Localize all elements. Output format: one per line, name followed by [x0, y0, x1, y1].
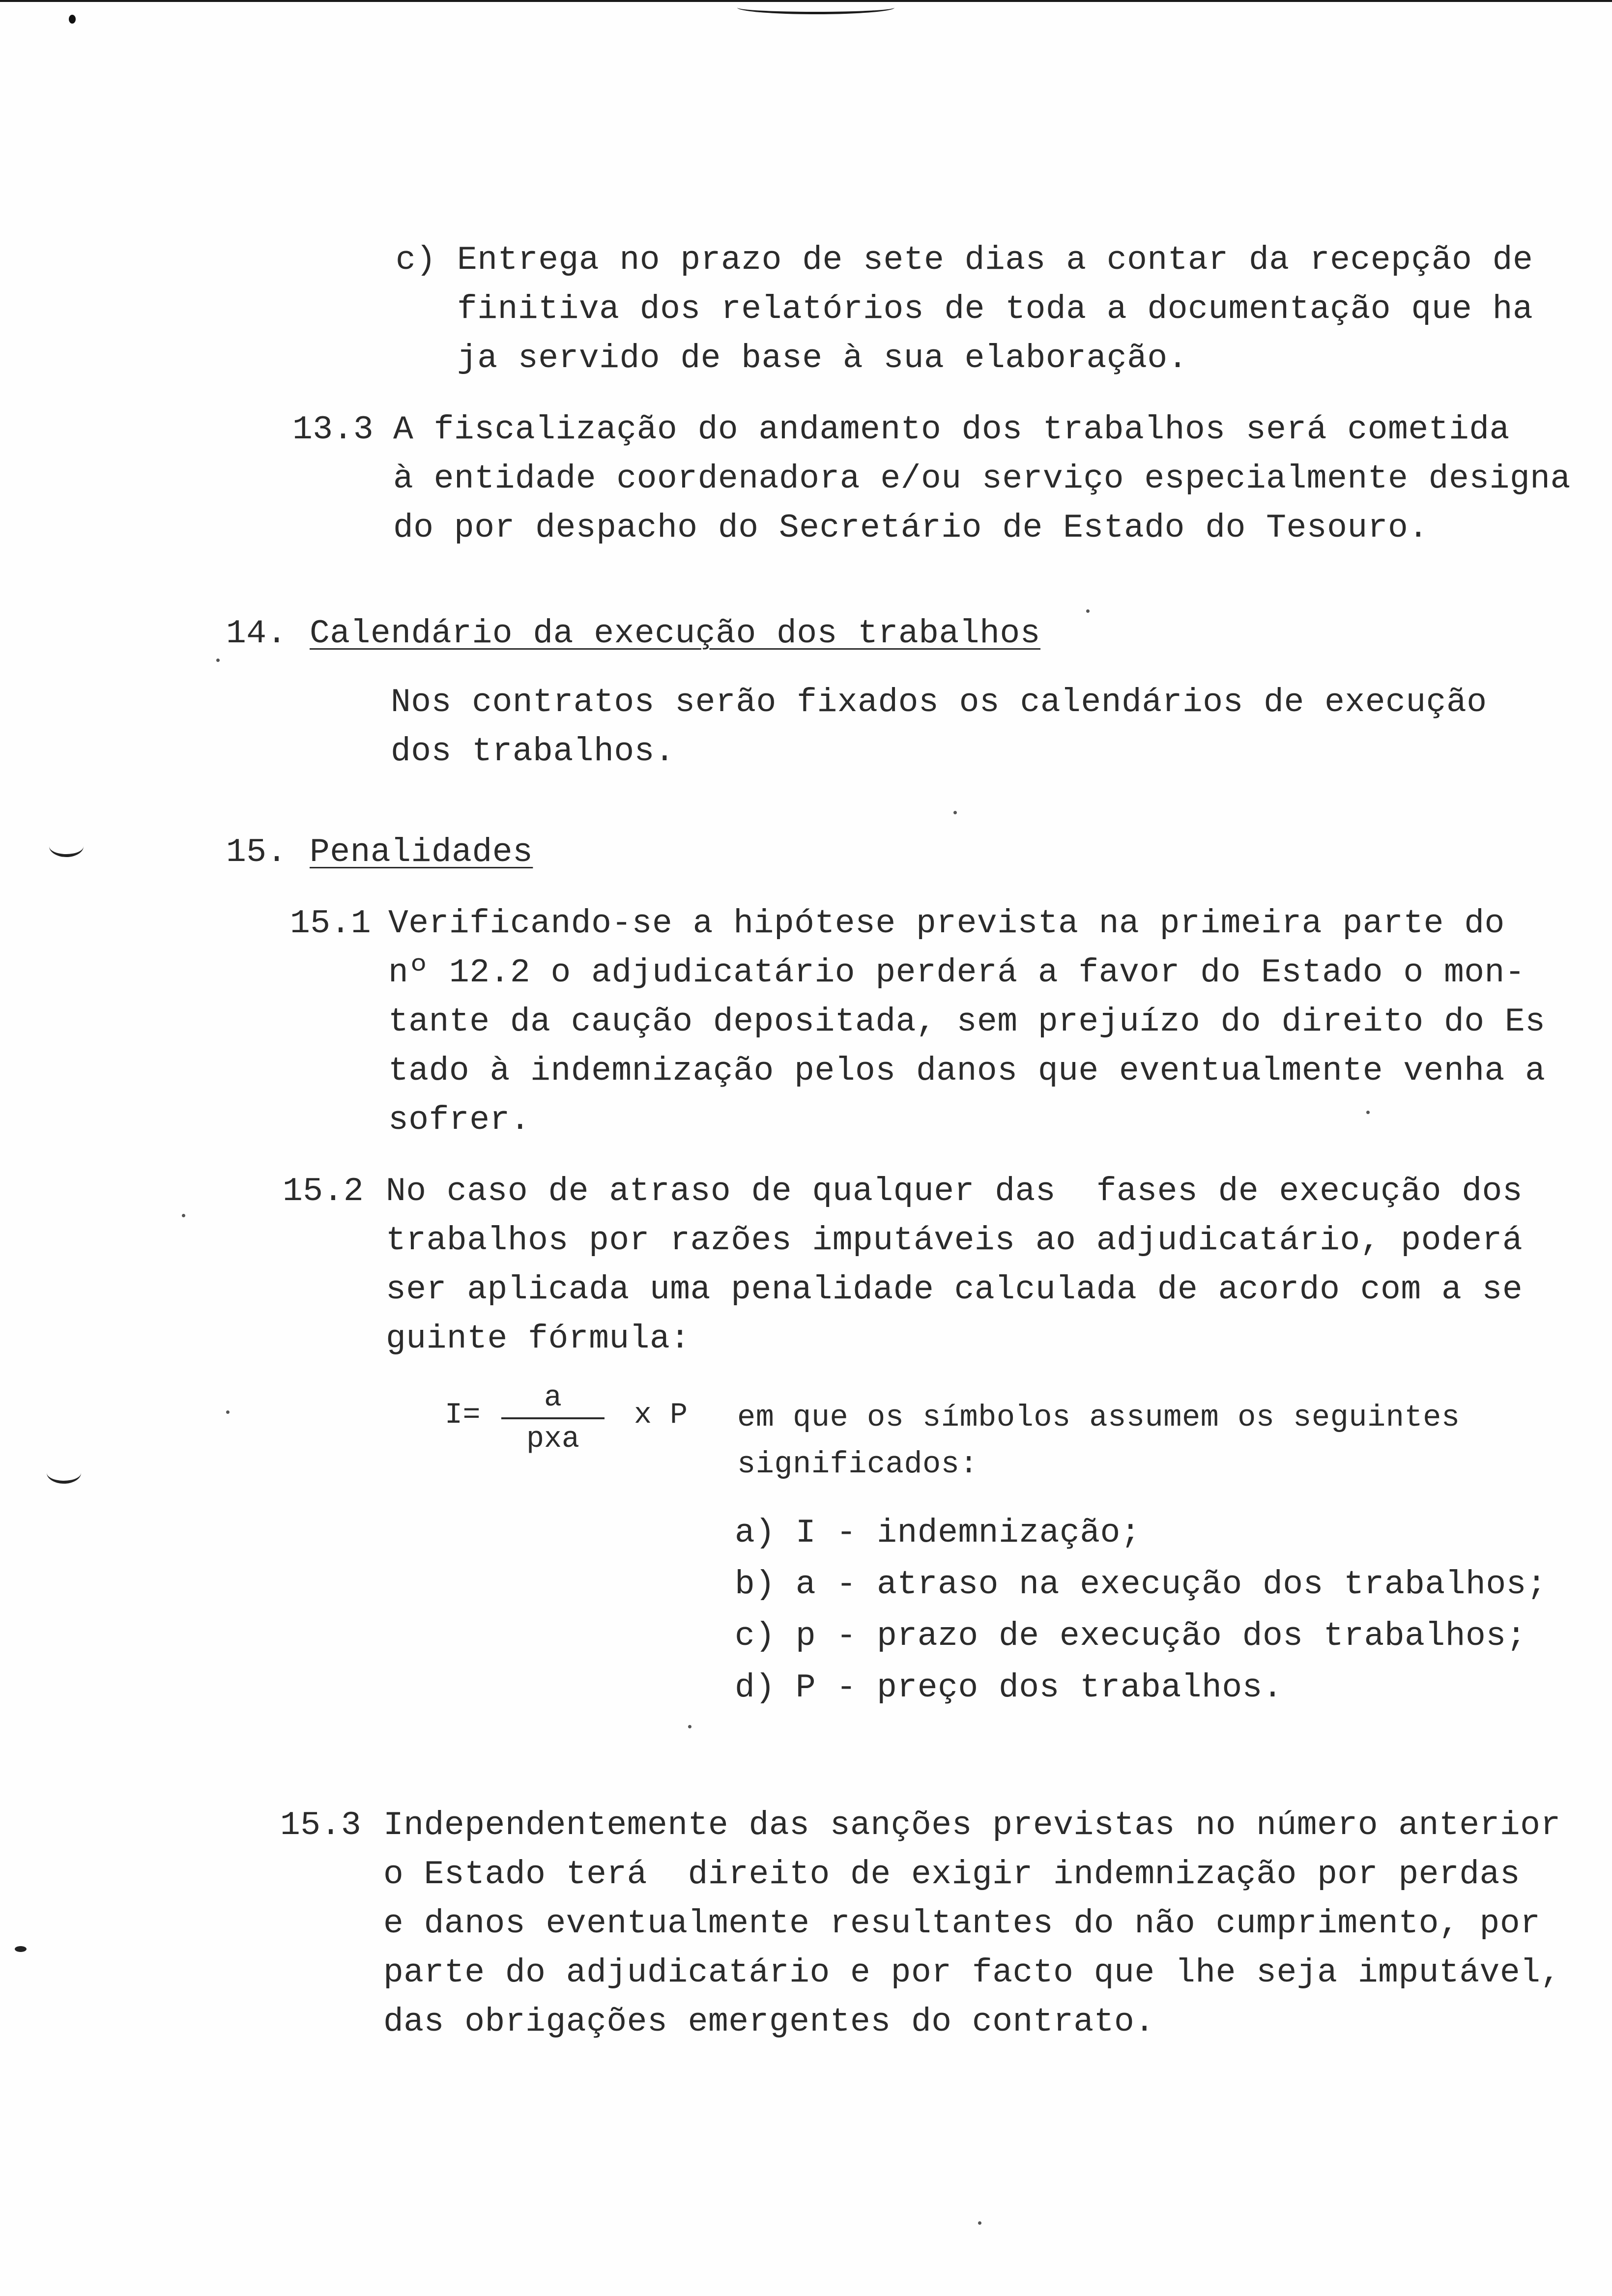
clause-15-3-line-4: parte do adjudicatário e por facto que lhe seja imputável,: [383, 1954, 1561, 1992]
scan-speck: [15, 1946, 27, 1952]
clause-15-3-line-2: o Estado terá direito de exigir indemnização por perdas: [383, 1856, 1521, 1894]
clause-15-3-line-3: e danos eventualmente resultantes do não cumprimento, por: [383, 1905, 1541, 1943]
clause-15-2-number: 15.2: [283, 1173, 364, 1210]
clause-15-3-number: 15.3: [280, 1807, 362, 1844]
clause-13-3-line-3: do por despacho do Secretário de Estado do Tesouro.: [393, 509, 1429, 547]
symbol-item: c) p - prazo de execução dos trabalhos;: [735, 1617, 1526, 1655]
clause-15-2-line-1: No caso de atraso de qualquer das fases de execução dos: [386, 1173, 1523, 1210]
scan-speck: [1086, 609, 1090, 613]
formula-numerator: a: [544, 1381, 562, 1415]
clause-15-2-line-3: ser aplicada uma penalidade calculada de acordo com a se: [386, 1271, 1523, 1309]
scan-speck: [182, 1214, 185, 1217]
punch-hole-mark: [49, 835, 84, 857]
scan-speck: [226, 1410, 230, 1414]
scan-speck: [1366, 1111, 1370, 1114]
top-border-notch: [737, 1, 894, 14]
item-c-marker: c): [396, 241, 436, 279]
clause-15-3-line-5: das obrigações emergentes do contrato.: [383, 2003, 1155, 2041]
symbol-item: d) P - preço dos trabalhos.: [735, 1669, 1283, 1707]
clause-14-number: 14.: [226, 615, 287, 653]
clause-15-3-line-1: Independentemente das sanções previstas no número anterior: [383, 1807, 1561, 1844]
formula-legend-line-1: em que os símbolos assumem os seguintes: [737, 1400, 1460, 1435]
item-c-line-1: Entrega no prazo de sete dias a contar da recepção de: [457, 241, 1533, 279]
clause-15-2-line-4: guinte fórmula:: [386, 1320, 691, 1358]
formula-lhs: I=: [445, 1399, 481, 1432]
formula-denominator: pxa: [526, 1423, 580, 1456]
clause-14-line-2: dos trabalhos.: [391, 733, 675, 771]
scan-speck: [69, 15, 76, 24]
scan-speck: [978, 2221, 981, 2225]
formula-fraction: [501, 1381, 604, 1457]
clause-15-heading: Penalidades: [310, 833, 533, 871]
clause-13-3-line-2: à entidade coordenadora e/ou serviço especialmente designa: [393, 460, 1571, 498]
clause-15-1-line-1: Verificando-se a hipótese prevista na primeira parte do: [388, 905, 1505, 943]
item-c-line-2: finitiva dos relatórios de toda a documentação que ha: [457, 290, 1533, 328]
clause-15-2-line-2: trabalhos por razões imputáveis ao adjudicatário, poderá: [386, 1222, 1523, 1260]
clause-14-heading: Calendário da execução dos trabalhos: [310, 615, 1041, 653]
scan-speck: [953, 811, 957, 814]
clause-13-3-number: 13.3: [292, 411, 374, 449]
formula-legend-line-2: significados:: [737, 1447, 979, 1482]
symbol-item: b) a - atraso na execução dos trabalhos;: [735, 1566, 1547, 1604]
symbol-item: a) I - indemnização;: [735, 1514, 1141, 1552]
clause-15-number: 15.: [226, 833, 287, 871]
clause-14-line-1: Nos contratos serão fixados os calendários de execução: [391, 684, 1487, 721]
clause-15-1-line-5: sofrer.: [388, 1101, 531, 1139]
formula-rhs: x P: [634, 1399, 688, 1432]
punch-hole-mark: [47, 1462, 81, 1484]
clause-15-1-line-2: nº 12.2 o adjudicatário perderá a favor do Estado o mon-: [388, 954, 1526, 992]
fraction-bar: [501, 1417, 604, 1419]
item-c-line-3: ja servido de base à sua elaboração.: [457, 340, 1188, 377]
scan-speck: [688, 1725, 691, 1728]
clause-13-3-line-1: A fiscalização do andamento dos trabalhos será cometida: [393, 411, 1510, 449]
clause-15-1-line-4: tado à indemnização pelos danos que eventualmente venha a: [388, 1052, 1546, 1090]
scan-speck: [216, 659, 220, 662]
clause-15-1-number: 15.1: [290, 905, 372, 943]
clause-15-1-line-3: tante da caução depositada, sem prejuízo do direito do Es: [388, 1003, 1546, 1041]
